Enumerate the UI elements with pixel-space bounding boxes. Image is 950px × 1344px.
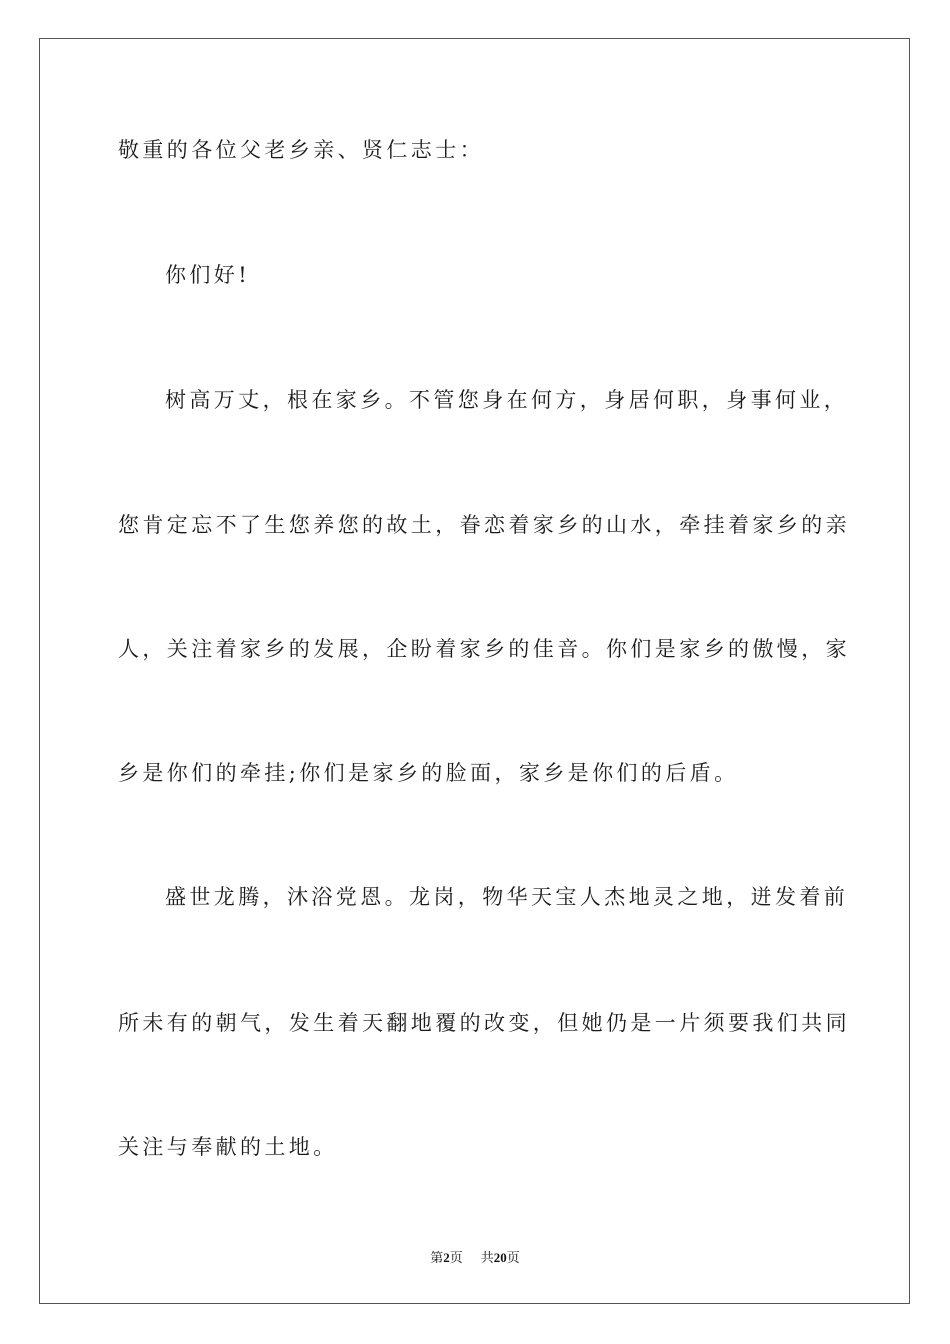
salutation: 敬重的各位父老乡亲、贤仁志士： (118, 138, 484, 162)
page-suffix: 页 (449, 1250, 463, 1265)
paragraph-line: 乡是你们的牵挂;你们是家乡的脸面，家乡是你们的后盾。 (118, 761, 739, 785)
paragraph-line: 您肯定忘不了生您养您的故土，眷恋着家乡的山水，牵挂着家乡的亲 (118, 513, 850, 537)
paragraph-line: 所未有的朝气，发生着天翻地覆的改变，但她仍是一片须要我们共同 (118, 1011, 850, 1035)
paragraph-line: 盛世龙腾，沐浴党恩。龙岗，物华天宝人杰地灵之地，迸发着前 (165, 885, 849, 909)
greeting: 你们好! (165, 263, 251, 287)
page-border (39, 38, 910, 1304)
total-prefix: 共 (480, 1250, 494, 1265)
paragraph-line: 树高万丈，根在家乡。不管您身在何方，身居何职，身事何业， (165, 388, 849, 412)
paragraph-line: 人，关注着家乡的发展，企盼着家乡的佳音。你们是家乡的傲慢，家 (118, 637, 850, 661)
total-pages: 20 (493, 1250, 507, 1265)
page-footer (0, 1247, 950, 1266)
page-prefix: 第 (430, 1250, 444, 1265)
page-number: 2 (443, 1250, 450, 1265)
paragraph-line: 关注与奉献的土地。 (118, 1135, 338, 1159)
total-suffix: 页 (506, 1250, 520, 1265)
